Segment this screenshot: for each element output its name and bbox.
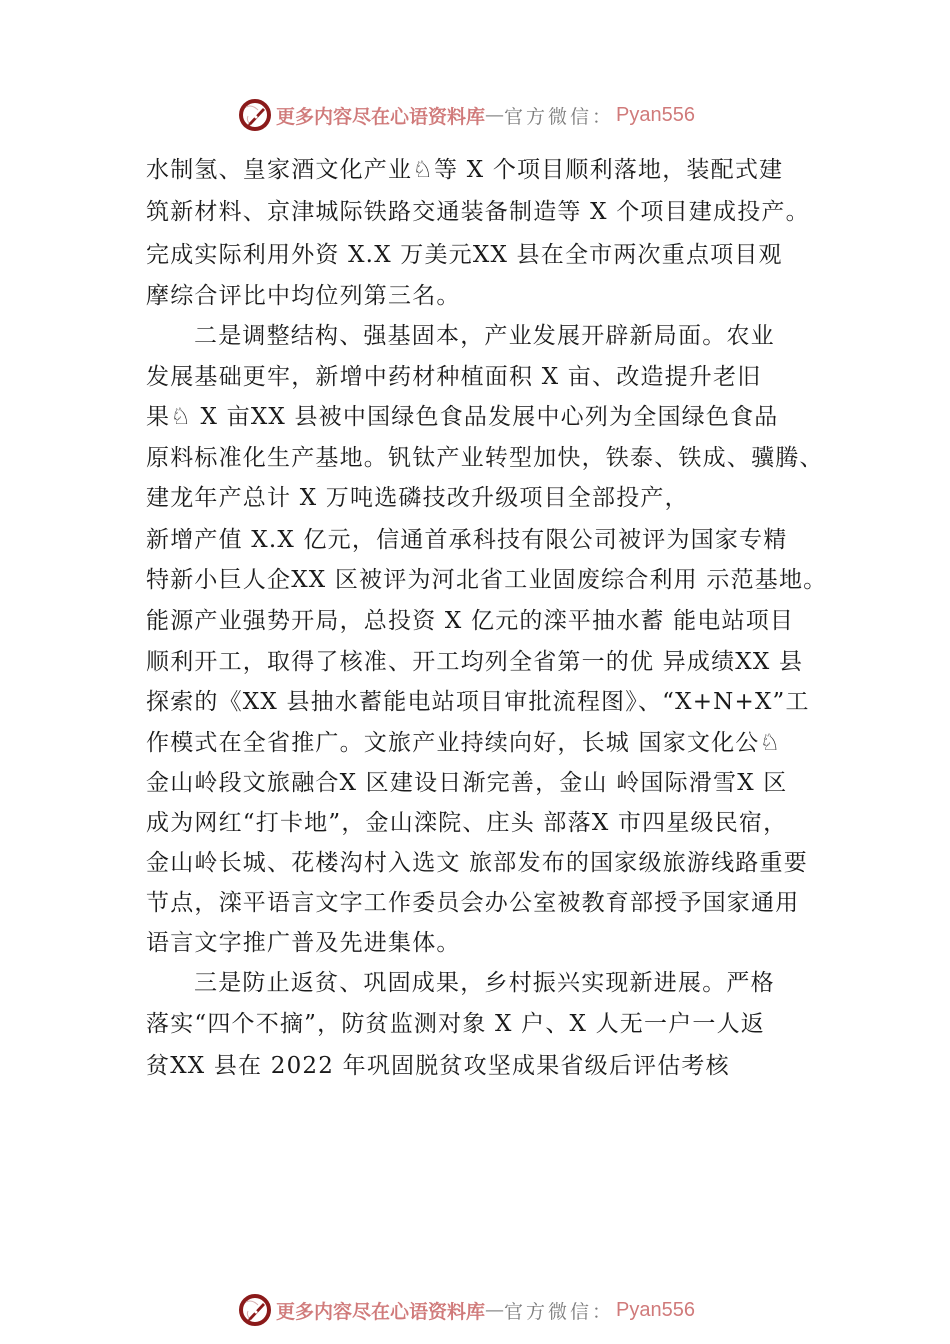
banner-wechat-label: 官方微信： xyxy=(504,1300,615,1323)
banner-dash: — xyxy=(485,1299,505,1321)
text-line: 金山岭长城、花楼沟村入选文 旅部发布的国家级旅游线路重要 xyxy=(146,850,808,876)
text-line: 作模式在全省推广。文旅产业持续向好，长城 国家文化公♘ xyxy=(146,730,782,756)
paragraph-start-line: 三是防止返贫、巩固成果，乡村振兴实现新进展。严格 xyxy=(194,970,775,996)
pen-nib-logo-icon xyxy=(238,1293,272,1327)
text-line: 新增产值 X.X 亿元，信通首承科技有限公司被评为国家专精 xyxy=(146,527,788,553)
banner-wechat-id: Pyan556 xyxy=(616,1298,695,1321)
text-line: 特新小巨人企XX 区被评为河北省工业固废综合利用 示范基地。 xyxy=(146,567,828,593)
banner-site-name: 更多内容尽在心语资料库 xyxy=(276,1300,486,1323)
text-line: 落实“四个不摘”，防贫监测对象 X 户、X 人无一户一人返 xyxy=(146,1011,765,1037)
footer-banner xyxy=(238,1290,695,1330)
text-line: 果♘ X 亩XX 县被中国绿色食品发展中心列为全国绿色食品 xyxy=(146,404,779,430)
text-line: 建龙年产总计 X 万吨选磷技改升级项目全部投产， xyxy=(146,485,689,511)
banner-wechat-label: 官方微信： xyxy=(504,105,615,128)
paragraph-start-line: 二是调整结构、强基固本，产业发展开辟新局面。农业 xyxy=(194,323,775,349)
text-line: 原料标准化生产基地。钒钛产业转型加快，铁泰、铁成、骥腾、 xyxy=(146,445,824,471)
banner-dash: — xyxy=(485,104,505,126)
text-line: 金山岭段文旅融合X 区建设日渐完善，金山 岭国际滑雪X 区 xyxy=(146,770,788,796)
banner-wechat-id: Pyan556 xyxy=(616,103,695,126)
text-line: 探索的《XX 县抽水蓄能电站项目审批流程图》、“X+N+X”工 xyxy=(146,689,810,715)
text-line: 贫XX 县在 2022 年巩固脱贫攻坚成果省级后评估考核 xyxy=(146,1053,730,1079)
text-line: 发展基础更牢，新增中药材种植面积 X 亩、改造提升老旧 xyxy=(146,364,762,390)
text-line: 节点，滦平语言文字工作委员会办公室被教育部授予国家通用 xyxy=(146,890,800,916)
text-line: 能源产业强势开局，总投资 X 亿元的滦平抽水蓄 能电站项目 xyxy=(146,608,795,634)
pen-nib-logo-icon xyxy=(238,98,272,132)
text-line: 语言文字推广普及先进集体。 xyxy=(146,930,461,956)
banner-site-name: 更多内容尽在心语资料库 xyxy=(276,105,486,128)
text-line: 水制氢、皇家酒文化产业♘等 X 个项目顺利落地，装配式建 xyxy=(146,157,784,183)
header-banner xyxy=(238,95,695,135)
text-line: 顺利开工，取得了核准、开工均列全省第一的优 异成绩XX 县 xyxy=(146,649,804,675)
text-line: 筑新材料、京津城际铁路交通装备制造等 X 个项目建成投产。 xyxy=(146,199,810,225)
text-line: 摩综合评比中均位列第三名。 xyxy=(146,283,461,309)
text-line: 完成实际利用外资 X.X 万美元XX 县在全市两次重点项目观 xyxy=(146,242,783,268)
text-line: 成为网红“打卡地”，金山滦院、庄头 部落X 市四星级民宿， xyxy=(146,810,788,836)
